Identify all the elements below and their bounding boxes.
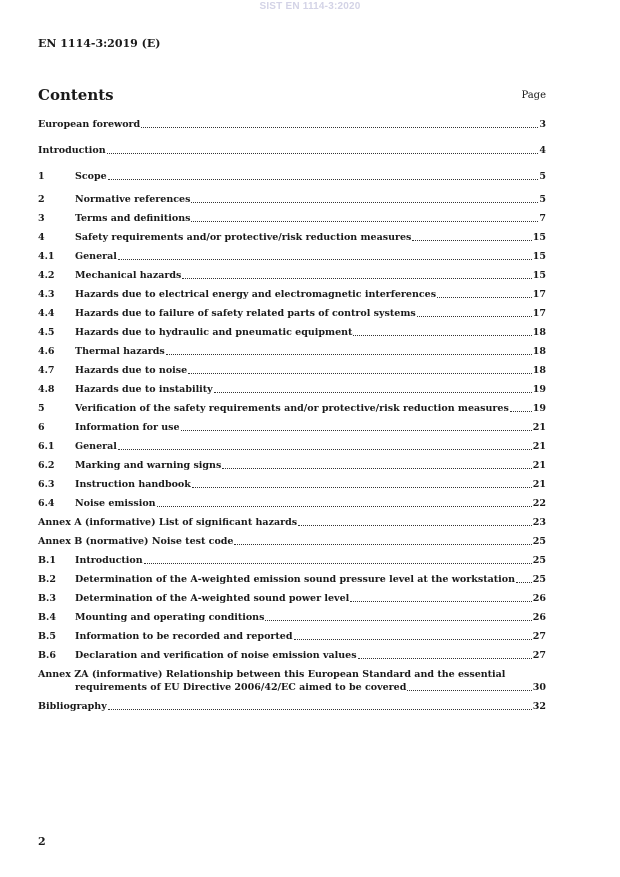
dot-leader [188, 373, 532, 374]
toc-entry-number: B.4 [38, 612, 56, 623]
dot-leader [166, 354, 532, 355]
dot-leader [265, 620, 531, 621]
toc-entry-number: 4.6 [38, 346, 55, 357]
toc-entry-number: 6.1 [38, 441, 55, 452]
toc-entry[interactable] [38, 649, 546, 662]
toc-entry-number: 4.8 [38, 384, 55, 395]
toc-entry-page: 25 [532, 574, 546, 585]
toc-entry-title: Annex B (normative) Noise test code [38, 536, 234, 547]
dot-leader [350, 601, 532, 602]
dot-leader [294, 639, 532, 640]
toc-entry[interactable] [38, 345, 546, 358]
toc-entry-page: 18 [532, 327, 546, 338]
toc-entry-page: 7 [539, 213, 546, 224]
toc-entry-title: Hazards due to hydraulic and pneumatic equipment [75, 327, 353, 338]
toc-entry-number: 6.2 [38, 460, 55, 471]
toc-entry[interactable] [38, 440, 546, 453]
toc-entry-title: Bibliography [38, 701, 107, 712]
toc-entry[interactable] [38, 421, 546, 434]
dot-leader [214, 392, 532, 393]
dot-leader [192, 487, 532, 488]
toc-entry[interactable] [38, 144, 546, 157]
toc-entry-page: 27 [532, 650, 546, 661]
toc-entry-page: 15 [532, 270, 546, 281]
document-identifier: EN 1114-3:2019 (E) [38, 37, 161, 50]
toc-entry[interactable] [38, 497, 546, 510]
toc-entry[interactable] [38, 554, 546, 567]
toc-entry[interactable] [38, 118, 546, 131]
toc-entry[interactable] [38, 611, 546, 624]
table-of-contents [38, 118, 546, 713]
toc-entry-title: Marking and warning signs [75, 460, 222, 471]
toc-entry-title: Verification of the safety requirements and/or protective/risk reduction measures [75, 403, 509, 414]
toc-entry-number: B.3 [38, 593, 56, 604]
toc-entry-page: 19 [532, 384, 546, 395]
toc-entry-page: 3 [539, 119, 546, 130]
toc-entry[interactable] [38, 668, 546, 694]
toc-entry[interactable] [38, 573, 546, 586]
toc-entry-title: Thermal hazards [75, 346, 165, 357]
toc-entry-number: B.2 [38, 574, 56, 585]
toc-entry-number: 4 [38, 232, 45, 243]
toc-entry-page: 21 [532, 422, 546, 433]
toc-entry[interactable] [38, 326, 546, 339]
dot-leader [358, 658, 532, 659]
toc-entry-page: 25 [532, 536, 546, 547]
toc-entry-number: 4.3 [38, 289, 55, 300]
toc-entry[interactable] [38, 231, 546, 244]
dot-leader [181, 430, 532, 431]
toc-entry-title: Mechanical hazards [75, 270, 182, 281]
toc-entry-title: Safety requirements and/or protective/risk reduction measures [75, 232, 412, 243]
toc-entry-title: Mounting and operating conditions [75, 612, 265, 623]
toc-entry[interactable] [38, 364, 546, 377]
toc-entry-page: 21 [532, 441, 546, 452]
toc-entry[interactable] [38, 193, 546, 206]
toc-entry[interactable] [38, 288, 546, 301]
toc-entry-page: 5 [539, 194, 546, 205]
toc-entry-number: 4.4 [38, 308, 55, 319]
toc-entry-page: 18 [532, 346, 546, 357]
toc-entry-number: 4.5 [38, 327, 55, 338]
toc-entry-title: Determination of the A-weighted sound power level [75, 593, 350, 604]
toc-entry-title: Annex A (informative) List of significant hazards [38, 517, 298, 528]
toc-entry-page: 26 [532, 612, 546, 623]
dot-leader [516, 582, 532, 583]
toc-entry[interactable] [38, 535, 546, 548]
toc-entry-title: Hazards due to failure of safety related parts of control systems [75, 308, 416, 319]
toc-entry-page: 18 [532, 365, 546, 376]
toc-entry-page: 32 [532, 701, 546, 712]
toc-entry[interactable] [38, 250, 546, 263]
toc-entry-page: 23 [532, 517, 546, 528]
toc-entry-page: 19 [532, 403, 546, 414]
toc-entry[interactable] [38, 459, 546, 472]
toc-entry-title: Determination of the A-weighted emission sound pressure level at the workstation [75, 574, 515, 585]
page-number: 2 [38, 835, 46, 848]
toc-entry-number: B.1 [38, 555, 56, 566]
toc-entry[interactable] [38, 700, 546, 713]
dot-leader [222, 468, 531, 469]
toc-entry-number: 5 [38, 403, 45, 414]
toc-entry-page: 17 [532, 289, 546, 300]
toc-entry[interactable] [38, 269, 546, 282]
toc-entry-page: 5 [539, 171, 546, 182]
toc-entry-number: B.6 [38, 650, 56, 661]
dot-leader [108, 179, 539, 180]
toc-entry-title: Introduction [38, 145, 106, 156]
toc-entry-page: 4 [539, 145, 546, 156]
toc-entry[interactable] [38, 592, 546, 605]
toc-entry-page: 22 [532, 498, 546, 509]
toc-entry-number: 6.3 [38, 479, 55, 490]
toc-entry-title: General [75, 251, 117, 262]
dot-leader [157, 506, 532, 507]
dot-leader [298, 525, 532, 526]
toc-entry-number: 6 [38, 422, 45, 433]
toc-entry-title-continued: requirements of EU Directive 2006/42/EC aimed to be covered [75, 682, 407, 693]
toc-entry-number: B.5 [38, 631, 56, 642]
dot-leader [107, 153, 539, 154]
toc-entry-title: Hazards due to instability [75, 384, 213, 395]
toc-entry-page: 17 [532, 308, 546, 319]
toc-entry-title: Information for use [75, 422, 180, 433]
toc-entry-title: Information to be recorded and reported [75, 631, 293, 642]
toc-entry-page: 21 [532, 479, 546, 490]
toc-entry-page: 15 [532, 232, 546, 243]
toc-entry-page: 26 [532, 593, 546, 604]
toc-entry-number: 4.7 [38, 365, 55, 376]
toc-entry[interactable] [38, 402, 546, 415]
toc-entry[interactable] [38, 383, 546, 396]
toc-entry-number: 2 [38, 194, 45, 205]
dot-leader [141, 127, 538, 128]
toc-entry-title: Noise emission [75, 498, 156, 509]
toc-entry[interactable] [38, 478, 546, 491]
dot-leader [118, 259, 532, 260]
dot-leader [118, 449, 532, 450]
dot-leader [353, 335, 531, 336]
toc-entry-title: Instruction handbook [75, 479, 191, 490]
toc-entry-title: Annex ZA (informative) Relationship between this European Standard and the essential [38, 669, 506, 680]
toc-entry-number: 3 [38, 213, 45, 224]
toc-entry-number: 6.4 [38, 498, 55, 509]
dot-leader [510, 411, 532, 412]
toc-entry-title: Scope [75, 171, 107, 182]
dot-leader [191, 221, 538, 222]
dot-leader [437, 297, 532, 298]
toc-entry-number: 4.2 [38, 270, 55, 281]
dot-leader [412, 240, 531, 241]
toc-entry-page: 21 [532, 460, 546, 471]
page-column-label: Page [521, 90, 546, 101]
toc-entry-title: General [75, 441, 117, 452]
toc-entry[interactable] [38, 307, 546, 320]
toc-entry-title: Terms and definitions [75, 213, 191, 224]
dot-leader [144, 563, 532, 564]
toc-entry-number: 1 [38, 171, 45, 182]
toc-entry-title: Introduction [75, 555, 143, 566]
toc-entry-title: Hazards due to noise [75, 365, 188, 376]
dot-leader [417, 316, 532, 317]
toc-entry-title: Declaration and verification of noise emission values [75, 650, 357, 661]
toc-entry-page: 30 [532, 682, 546, 693]
toc-entry-title: Normative references [75, 194, 191, 205]
toc-entry-title: European foreword [38, 119, 141, 130]
toc-entry[interactable] [38, 170, 546, 183]
toc-entry[interactable] [38, 212, 546, 225]
dot-leader [182, 278, 531, 279]
dot-leader [191, 202, 538, 203]
toc-entry-page: 27 [532, 631, 546, 642]
toc-entry-page: 25 [532, 555, 546, 566]
toc-entry-title: Hazards due to electrical energy and electromagnetic interferences [75, 289, 437, 300]
contents-heading: Contents [38, 86, 114, 104]
dot-leader [407, 690, 531, 691]
toc-entry-number: 4.1 [38, 251, 55, 262]
toc-entry-page: 15 [532, 251, 546, 262]
watermark: SIST EN 1114-3:2020 [259, 1, 361, 12]
dot-leader [234, 544, 531, 545]
toc-entry[interactable] [38, 516, 546, 529]
toc-entry[interactable] [38, 630, 546, 643]
dot-leader [108, 709, 532, 710]
